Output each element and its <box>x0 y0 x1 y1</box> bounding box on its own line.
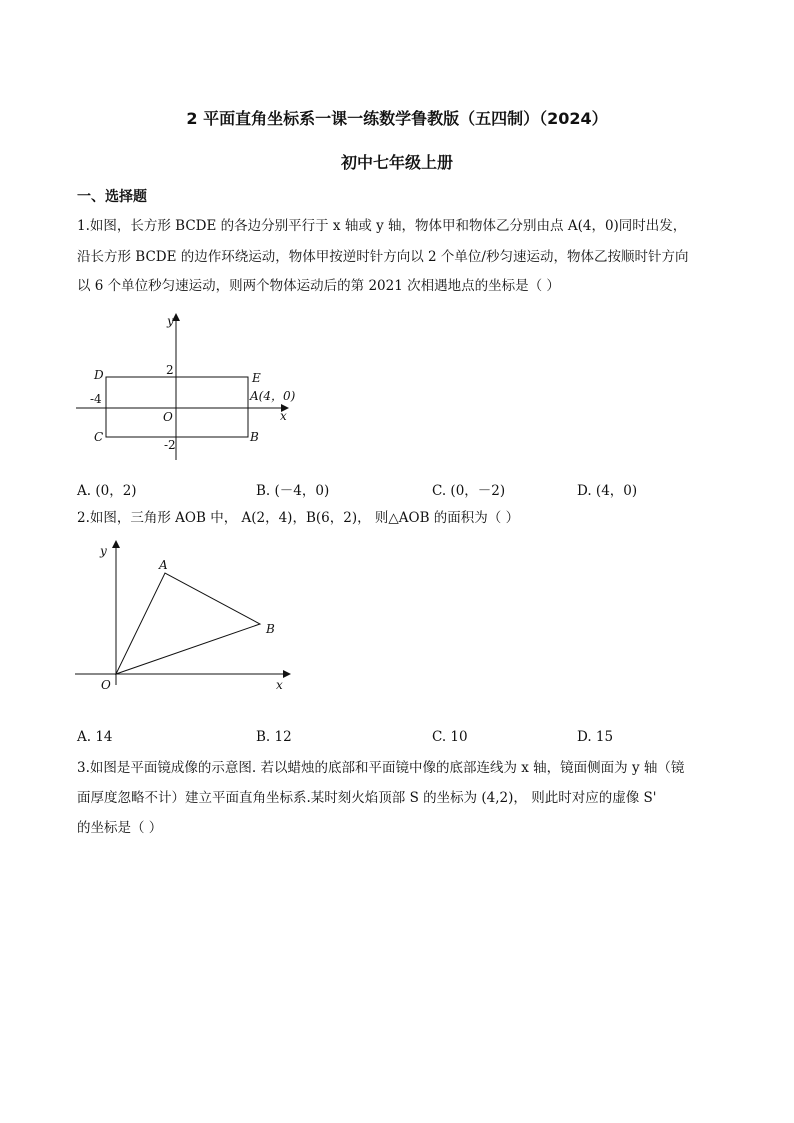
q1-rectangle-bcde <box>106 377 248 437</box>
q2-text-line-1: 2.如图，三角形 AOB 中， A(2，4)，B(6，2)， 则△AOB 的面积为（ ） <box>77 510 520 526</box>
q1-origin-label: O <box>163 410 173 424</box>
q1-option-c[interactable]: C. (0，－2) <box>432 483 506 499</box>
section-heading: 一、选择题 <box>77 189 147 205</box>
q1-point-a: A(4，0) <box>250 389 296 403</box>
q2-origin-label: O <box>101 678 111 692</box>
document-subtitle: 初中七年级上册 <box>340 153 453 172</box>
q1-point-d: D <box>94 368 104 382</box>
q3-text-line-1: 3.如图是平面镜成像的示意图. 若以蜡烛的底部和平面镜中像的底部连线为 x 轴，镜面侧面为 y 轴（镜 <box>77 760 685 776</box>
q1-x-label: x <box>280 409 287 423</box>
q2-option-a[interactable]: A. 14 <box>77 729 113 745</box>
q2-point-a: A <box>159 558 168 572</box>
q1-text-line-3: 以 6 个单位秒匀速运动，则两个物体运动后的第 2021 次相遇地点的坐标是（ ） <box>77 278 560 294</box>
q2-figure <box>70 535 300 700</box>
q1-text-line-2: 沿长方形 BCDE 的边作环绕运动，物体甲按逆时针方向以 2 个单位/秒匀速运动，物体乙按顺时针方向 <box>77 249 689 265</box>
q2-option-b[interactable]: B. 12 <box>256 729 292 745</box>
q1-tick-2: 2 <box>166 363 174 377</box>
q1-figure <box>70 308 320 468</box>
q2-point-b: B <box>266 622 275 636</box>
q1-tick-neg4: -4 <box>90 392 102 406</box>
q3-text-line-3: 的坐标是（ ） <box>77 820 163 836</box>
q2-option-c[interactable]: C. 10 <box>432 729 468 745</box>
q1-point-c: C <box>94 430 104 444</box>
q1-point-e: E <box>252 371 261 385</box>
q3-text-line-2: 面厚度忽略不计）建立平面直角坐标系.某时刻火焰顶部 S 的坐标为 (4,2)， 则此时对应的虚像 S' <box>77 790 657 806</box>
q1-option-d[interactable]: D. (4，0) <box>577 483 638 499</box>
q1-y-label: y <box>167 314 174 328</box>
document-title: 2 平面直角坐标系一课一练数学鲁教版（五四制）（2024） <box>186 109 608 128</box>
q1-option-a[interactable]: A. (0，2) <box>77 483 137 499</box>
q2-option-d[interactable]: D. 15 <box>577 729 614 745</box>
q1-text-line-1: 1.如图，长方形 BCDE 的各边分别平行于 x 轴或 y 轴，物体甲和物体乙分别由点 A(4，0)同时出发， <box>77 218 687 234</box>
q2-x-label: x <box>276 678 283 692</box>
q1-point-b: B <box>250 430 259 444</box>
q1-option-b[interactable]: B. (－4，0) <box>256 483 330 499</box>
q1-tick-neg2: -2 <box>164 438 176 452</box>
q2-y-label: y <box>100 544 107 558</box>
q2-triangle-aob <box>116 573 260 674</box>
